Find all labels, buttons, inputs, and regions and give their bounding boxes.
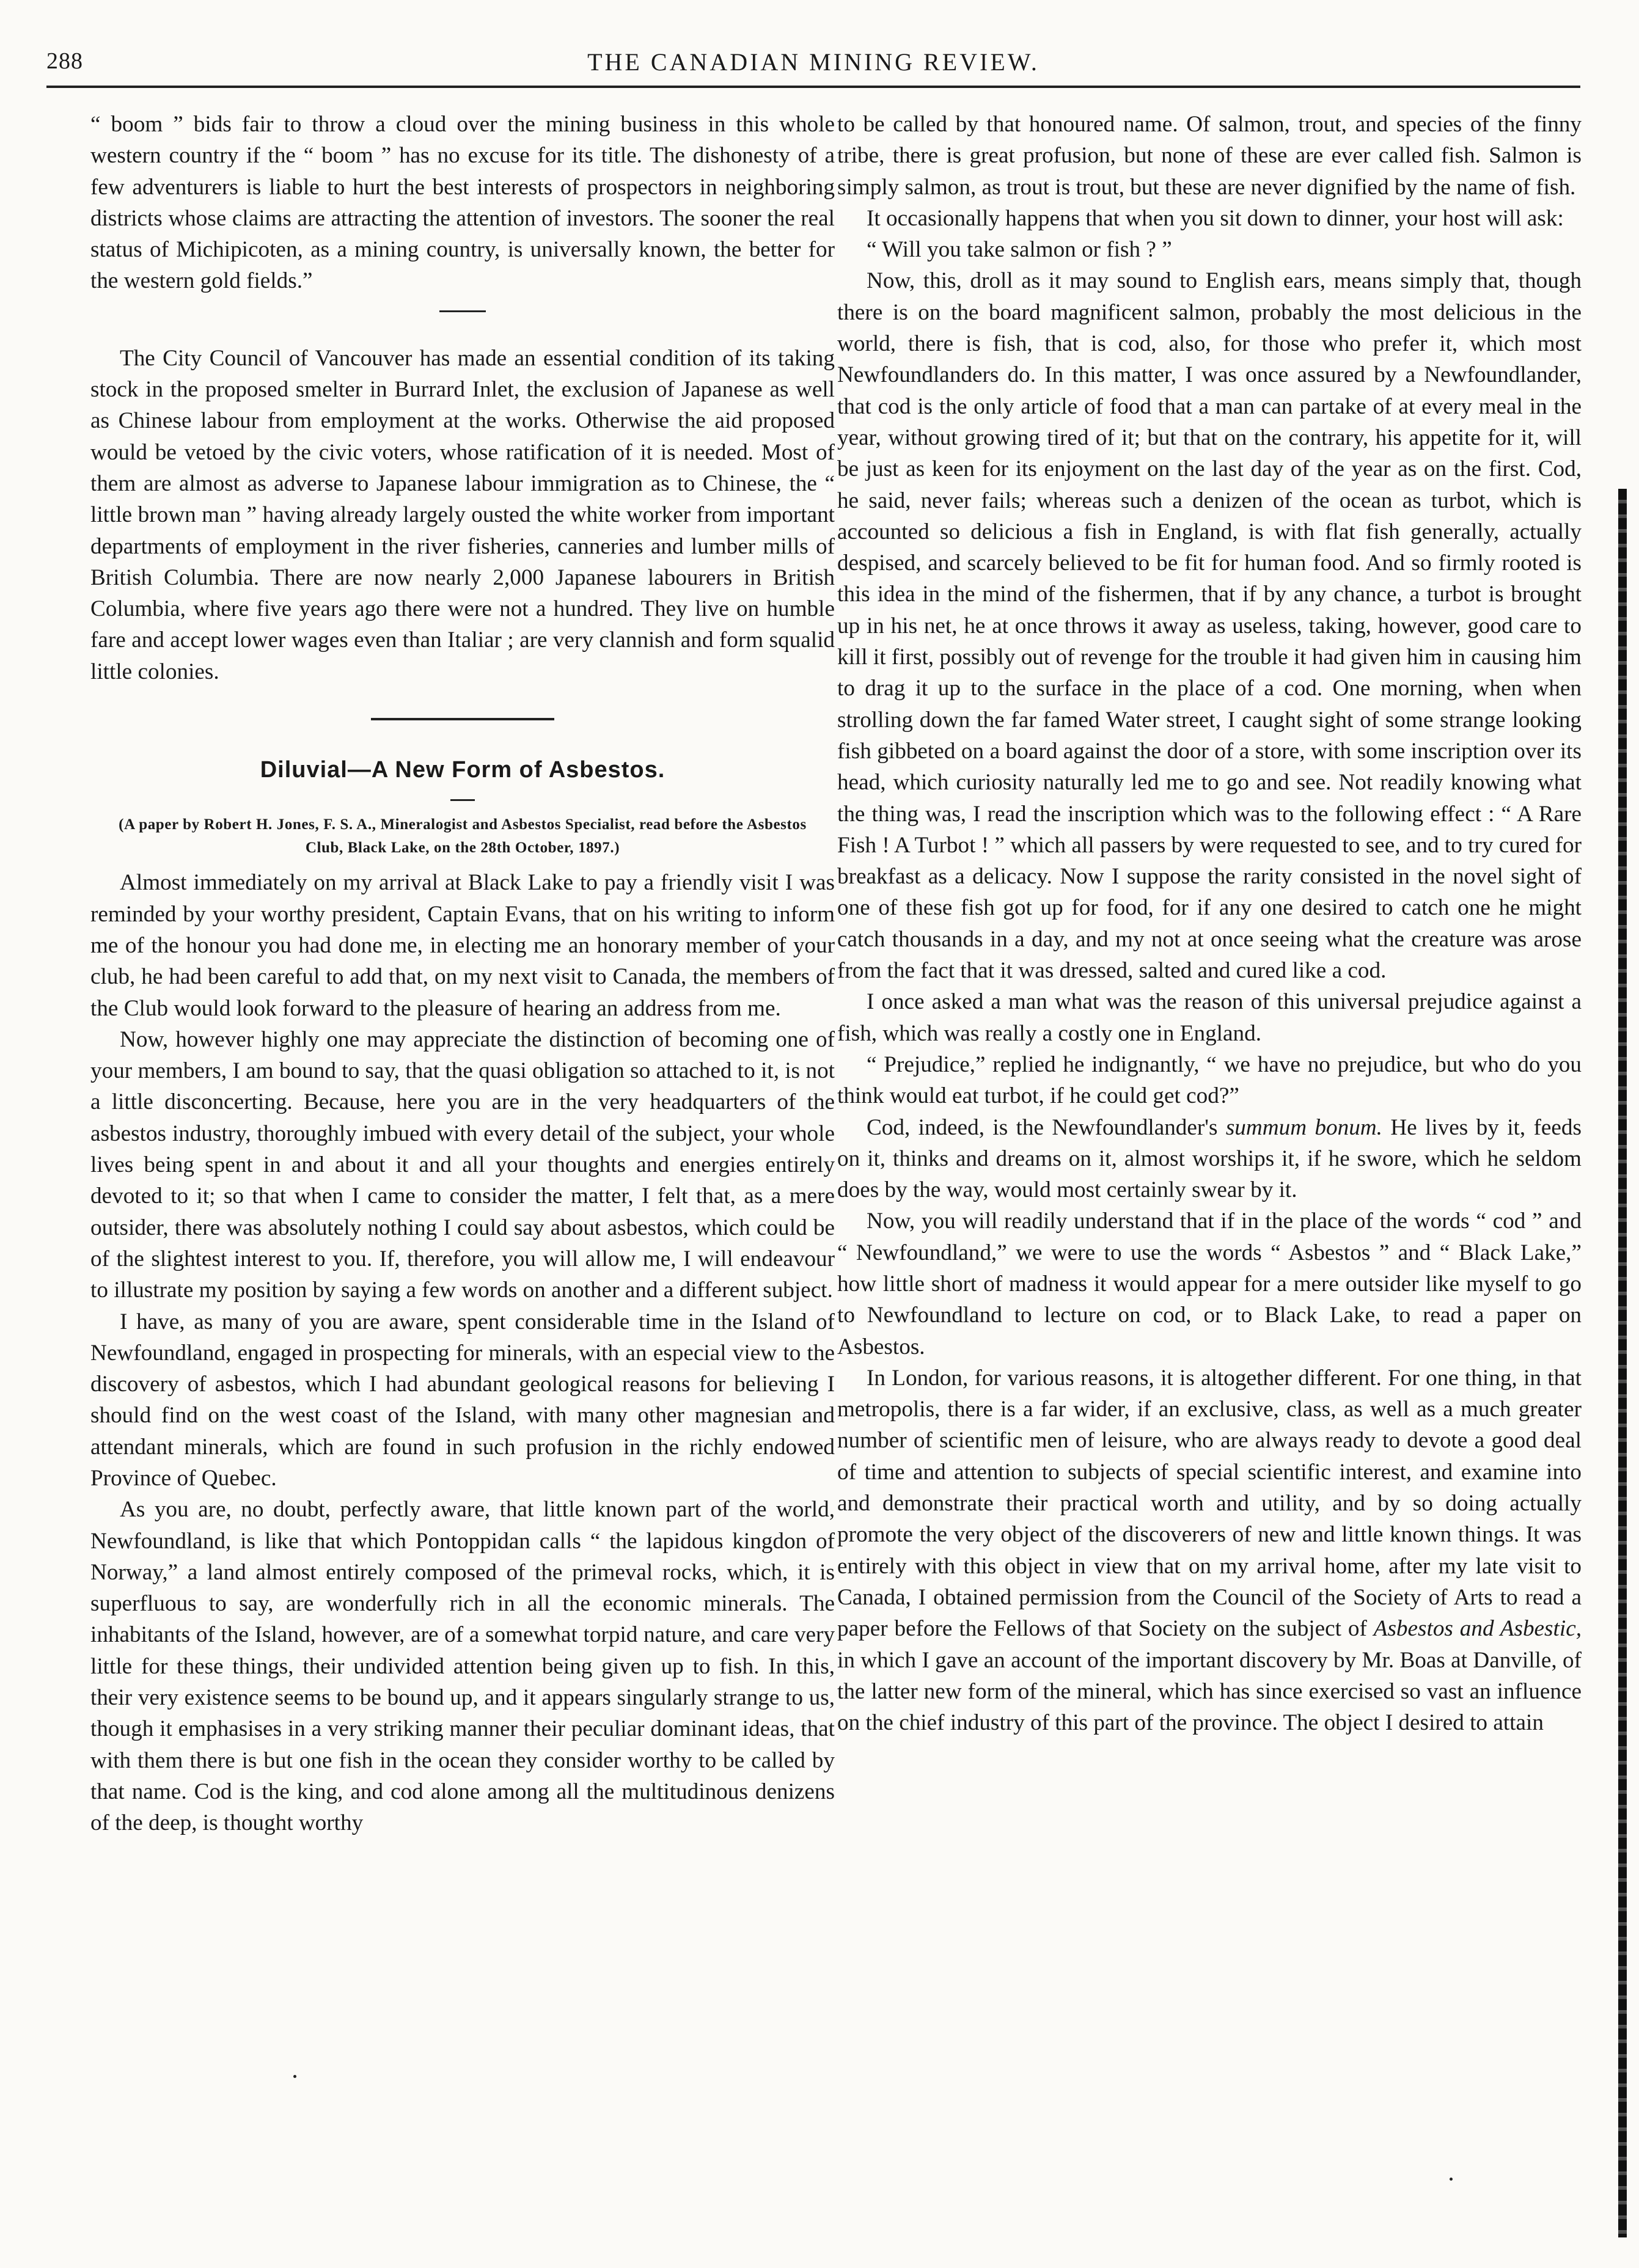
text-run: in which I gave an account of the important discovery by Mr. Boas at Danville, of the latter new form of the mineral, which has since exercised so vast an influence on the chief industry of this part of the province. The object I desired to attain: [837, 1647, 1582, 1736]
scan-edge-strip: [1618, 489, 1627, 2237]
right-column: [837, 109, 1582, 1738]
body-paragraph: I once asked a man what was the reason of this universal prejudice against a fish, which was really a costly one in England.: [837, 989, 1582, 1046]
page-header: [46, 48, 1580, 84]
body-paragraph: Now, you will readily understand that if in the place of the words “ cod ” and “ Newfoundland,” we were to use the words “ Asbestos ” and “ Black Lake,” how little short of madness it would appear for a mere outsider like myself to go to Newfoundland to lecture on cod, or to Black Lake, to read a paper on Asbestos.: [837, 1209, 1582, 1359]
quote-paragraph: “ Prejudice,” replied he indignantly, “ we have no prejudice, but who do you think would eat turbot, if he could get cod?”: [837, 1052, 1582, 1109]
left-column: [90, 109, 835, 1839]
quote-paragraph: “ Will you take salmon or fish ? ”: [867, 237, 1172, 263]
text-run: In London, for various reasons, it is altogether different. For one thing, in that metropolis, there is a far wider, if an exclusive, class, as well as a much greater number of scientific men of leisure, who are always ready to devote a good deal of time and attention to subjects of special scientific interest, and examine into and demonstrate their practical worth and utility, and by so doing actually promote the very object of the discoverers of new and little known things. It was entirely with this object in view that on my arrival home, after my late visit to Canada, I obtained permission from the Council of the Society of Arts to read a paper before the Fellows of that Society on the subject of: [837, 1365, 1582, 1642]
body-paragraph: I have, as many of you are aware, spent considerable time in the Island of Newfoundland, engaged in prospecting for minerals, with an especial view to the discovery of asbestos, which I had abundant geological reasons for believing I should find on the west coast of the Island, with many other magnesian and attendant minerals, which are found in such profusion in the richly endowed Province of Quebec.: [90, 1309, 835, 1491]
scan-speck: [1450, 2178, 1453, 2181]
header-rule: [46, 86, 1580, 88]
text-run: Cod, indeed, is the Newfoundlander's: [867, 1114, 1226, 1140]
paper-title: Asbestos and Asbestic,: [1373, 1616, 1582, 1642]
article-divider: [371, 718, 554, 720]
body-paragraph: As you are, no doubt, perfectly aware, that little known part of the world, Newfoundland, is like that which Pontoppidan calls “ the lapidous kingdon of Norway,” a land almost entirely composed of the primeval rocks, which, it is superfluous to say, are wonderfully rich in all the economic minerals. The inhabitants of the Island, however, are of a somewhat torpid nature, and care very little for these things, their undivided attention being given up to fish. In this, their very existence seems to be bound up, and it appears singularly strange to us, though it emphasises in a very striking manner their peculiar dominant ideas, that with them there is but one fish in the ocean they consider worthy to be called by that name. Cod is the king, and cod alone among all the multitudinous denizens of the deep, is thought worthy: [90, 1497, 835, 1836]
journal-title: THE CANADIAN MINING REVIEW.: [587, 48, 1040, 76]
body-paragraph: [837, 1112, 1582, 1206]
continued-paragraph: “ boom ” bids fair to throw a cloud over the mining business in this whole western country if the “ boom ” has no excuse for its title. The dishonesty of a few adventurers is liable to hurt the best interests of prospectors in neighboring districts whose claims are attracting the attention of investors. The sooner the real status of Michipicoten, as a mining country, is universally known, the better for the western gold fields.”: [90, 112, 835, 294]
article-byline: (A paper by Robert H. Jones, F. S. A., Mineralogist and Asbestos Specialist, read before the Asbestos Club, Black Lake, on the 28th October, 1897.): [119, 816, 807, 857]
page-number: 288: [46, 48, 83, 74]
body-paragraph: It occasionally happens that when you sit down to dinner, your host will ask:: [867, 205, 1564, 231]
latin-phrase: summum bonum.: [1225, 1114, 1382, 1140]
body-paragraph: to be called by that honoured name. Of salmon, trout, and species of the finny tribe, there is great profusion, but none of these are ever called fish. Salmon is simply salmon, as trout is trout, but these are never dignified by the name of fish.: [837, 112, 1582, 200]
title-divider: [450, 799, 475, 801]
vancouver-paragraph: The City Council of Vancouver has made an essential condition of its taking stock in the proposed smelter in Burrard Inlet, the exclusion of Japanese as well as Chinese labour from employment at the works. Otherwise the aid proposed would be vetoed by the civic voters, whose ratification of it is needed. Most of them are almost as adverse to Japanese labour immigration as to Chinese, the “ little brown man ” having already largely ousted the white worker from important departments of employment in the river fisheries, canneries and lumber mills of British Columbia. There are now nearly 2,000 Japanese labourers in British Columbia, where five years ago there were not a hundred. They live on humble fare and accept lower wages even than Italiar ; are very clannish and form squalid little colonies.: [90, 345, 835, 684]
body-paragraph: [837, 1363, 1582, 1739]
section-divider: [439, 310, 486, 312]
body-paragraph: Almost immediately on my arrival at Black Lake to pay a friendly visit I was reminded by your worthy president, Captain Evans, that on his writing to inform me of the honour you had done me, in electing me an honorary member of your club, he had been careful to add that, on my next visit to Canada, the members of the Club would look forward to the pleasure of hearing an address from me.: [90, 870, 835, 1021]
body-paragraph: Now, however highly one may appreciate the distinction of becoming one of your members, I am bound to say, that the quasi obligation so attached to it, is not a little disconcerting. Because, here you are in the very headquarters of the asbestos industry, thoroughly imbued with every detail of the subject, your whole lives being spent in and about it and all your thoughts and energies entirely devoted to it; so that when I came to consider the matter, I felt that, as a mere outsider, there was absolutely nothing I could say about asbestos, which could be of the slightest interest to you. If, therefore, you will allow me, I will endeavour to illustrate my position by saying a few words on another and a different subject.: [90, 1026, 835, 1303]
scan-speck: [293, 2075, 296, 2078]
body-paragraph: Now, this, droll as it may sound to English ears, means simply that, though there is on the board magnificent salmon, probably the most delicious in the world, there is fish, that is cod, also, for those who prefer it, which most Newfoundlanders do. In this matter, I was once assured by a Newfoundlander, that cod is the only article of food that a man can partake of at every meal in the year, without growing tired of it; but that on the contrary, his appetite for it, will be just as keen for its enjoyment on the last day of the year as on the first. Cod, he said, never fails; whereas such a denizen of the ocean as turbot, which is accounted so delicious a fish in England, is with flat fish generally, actually despised, and scarcely believed to be fit for human food. And so firmly rooted is this idea in the mind of the fishermen, that if by any chance, a turbot is brought up in his net, he at once throws it away as useless, taking, however, good care to kill it first, possibly out of revenge for the trouble it had given him in causing him to drag it up to the surface in the place of a cod. One morning, when when strolling down the far famed Water street, I caught sight of some strange looking fish gibbeted on a board against the door of a store, with some inscription over its head, which curiosity naturally led me to go and see. Not readily knowing what the thing was, I read the inscription which was to the following effect : “ A Rare Fish ! A Turbot ! ” which all passers by were requested to see, and to try cured for breakfast as a delicacy. Now I suppose the rarity consisted in the novel sight of one of these fish got up for food, for if any one desired to catch one he might catch thousands in a day, and my not at once seeing what the creature was arose from the fact that it was dressed, salted and cured like a cod.: [837, 268, 1582, 984]
article-title: Diluvial—A New Form of Asbestos.: [260, 757, 666, 783]
text-run: He lives by it, feeds on it, thinks and dreams on it, almost worships it, if he swore, which he seldom does by the way, would most certainly swear by it.: [837, 1114, 1582, 1203]
